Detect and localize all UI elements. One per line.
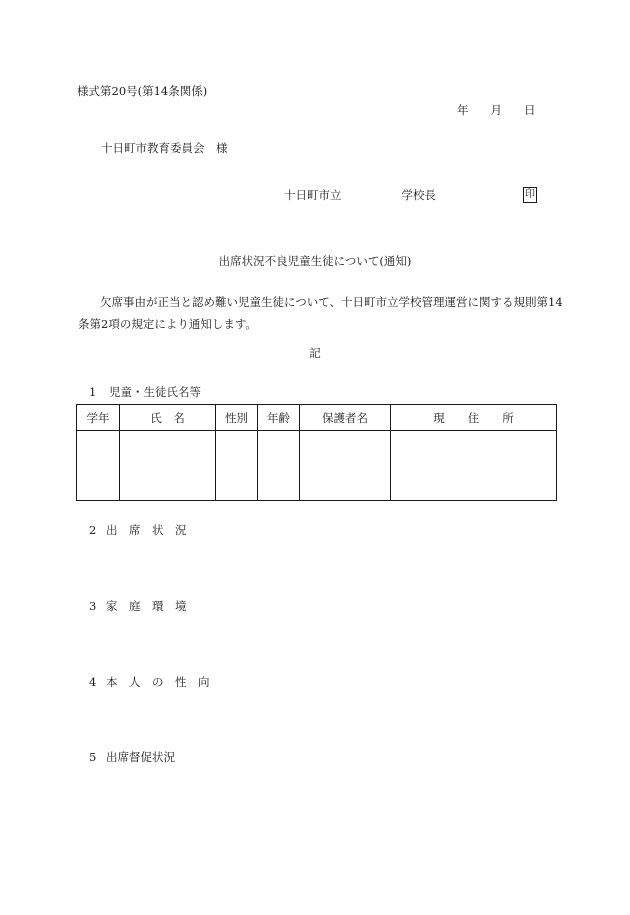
col-header-guardian: 保護者名 xyxy=(300,405,391,431)
section-4-label: 本 人 の 性 向 xyxy=(106,675,210,689)
section-1-label: 児童・生徒氏名等 xyxy=(109,385,201,399)
section-1-heading xyxy=(89,387,201,399)
section-5-number: 5 xyxy=(89,750,97,764)
section-2-heading xyxy=(89,525,187,537)
col-header-grade: 学年 xyxy=(77,405,120,431)
ki-heading: 記 xyxy=(309,346,321,360)
date-month-label: 月 xyxy=(490,103,502,117)
seal-mark-icon: 印 xyxy=(523,187,537,203)
section-3-label: 家 庭 環 境 xyxy=(106,599,187,613)
col-header-address: 現 住 所 xyxy=(391,405,557,431)
student-info-table xyxy=(76,404,557,501)
section-4-number: 4 xyxy=(89,675,97,689)
section-3-heading xyxy=(89,601,187,613)
section-2-label: 出 席 状 況 xyxy=(106,523,187,537)
date-year-label: 年 xyxy=(457,103,469,117)
table-header-row xyxy=(77,405,557,431)
col-header-gender: 性別 xyxy=(216,405,258,431)
cell-address xyxy=(391,431,557,501)
section-1-number: 1 xyxy=(89,385,97,399)
section-4-heading xyxy=(89,677,210,689)
addressee: 十日町市教育委員会 様 xyxy=(101,141,228,155)
cell-gender xyxy=(216,431,258,501)
cell-name xyxy=(120,431,216,501)
table-row xyxy=(77,431,557,501)
sender-title: 学校長 xyxy=(401,188,436,202)
body-text: 欠席事由が正当と認め難い児童生徒について、十日町市立学校管理運営に関する規則第14条第2項の規定により通知します。 xyxy=(78,295,563,331)
date-day-label: 日 xyxy=(524,103,536,117)
sender-city: 十日町市立 xyxy=(284,188,342,202)
col-header-age: 年齢 xyxy=(258,405,300,431)
document-title: 出席状況不良児童生徒について(通知) xyxy=(218,254,412,268)
section-5-heading xyxy=(89,752,175,764)
cell-guardian xyxy=(300,431,391,501)
form-number: 様式第20号(第14条関係) xyxy=(77,84,208,98)
section-5-label: 出席督促状況 xyxy=(106,750,175,764)
section-3-number: 3 xyxy=(89,599,97,613)
section-2-number: 2 xyxy=(89,523,97,537)
sender-line xyxy=(284,190,436,202)
cell-age xyxy=(258,431,300,501)
cell-grade xyxy=(77,431,120,501)
body-paragraph xyxy=(78,291,563,335)
date-line xyxy=(457,105,536,117)
col-header-name: 氏 名 xyxy=(120,405,216,431)
